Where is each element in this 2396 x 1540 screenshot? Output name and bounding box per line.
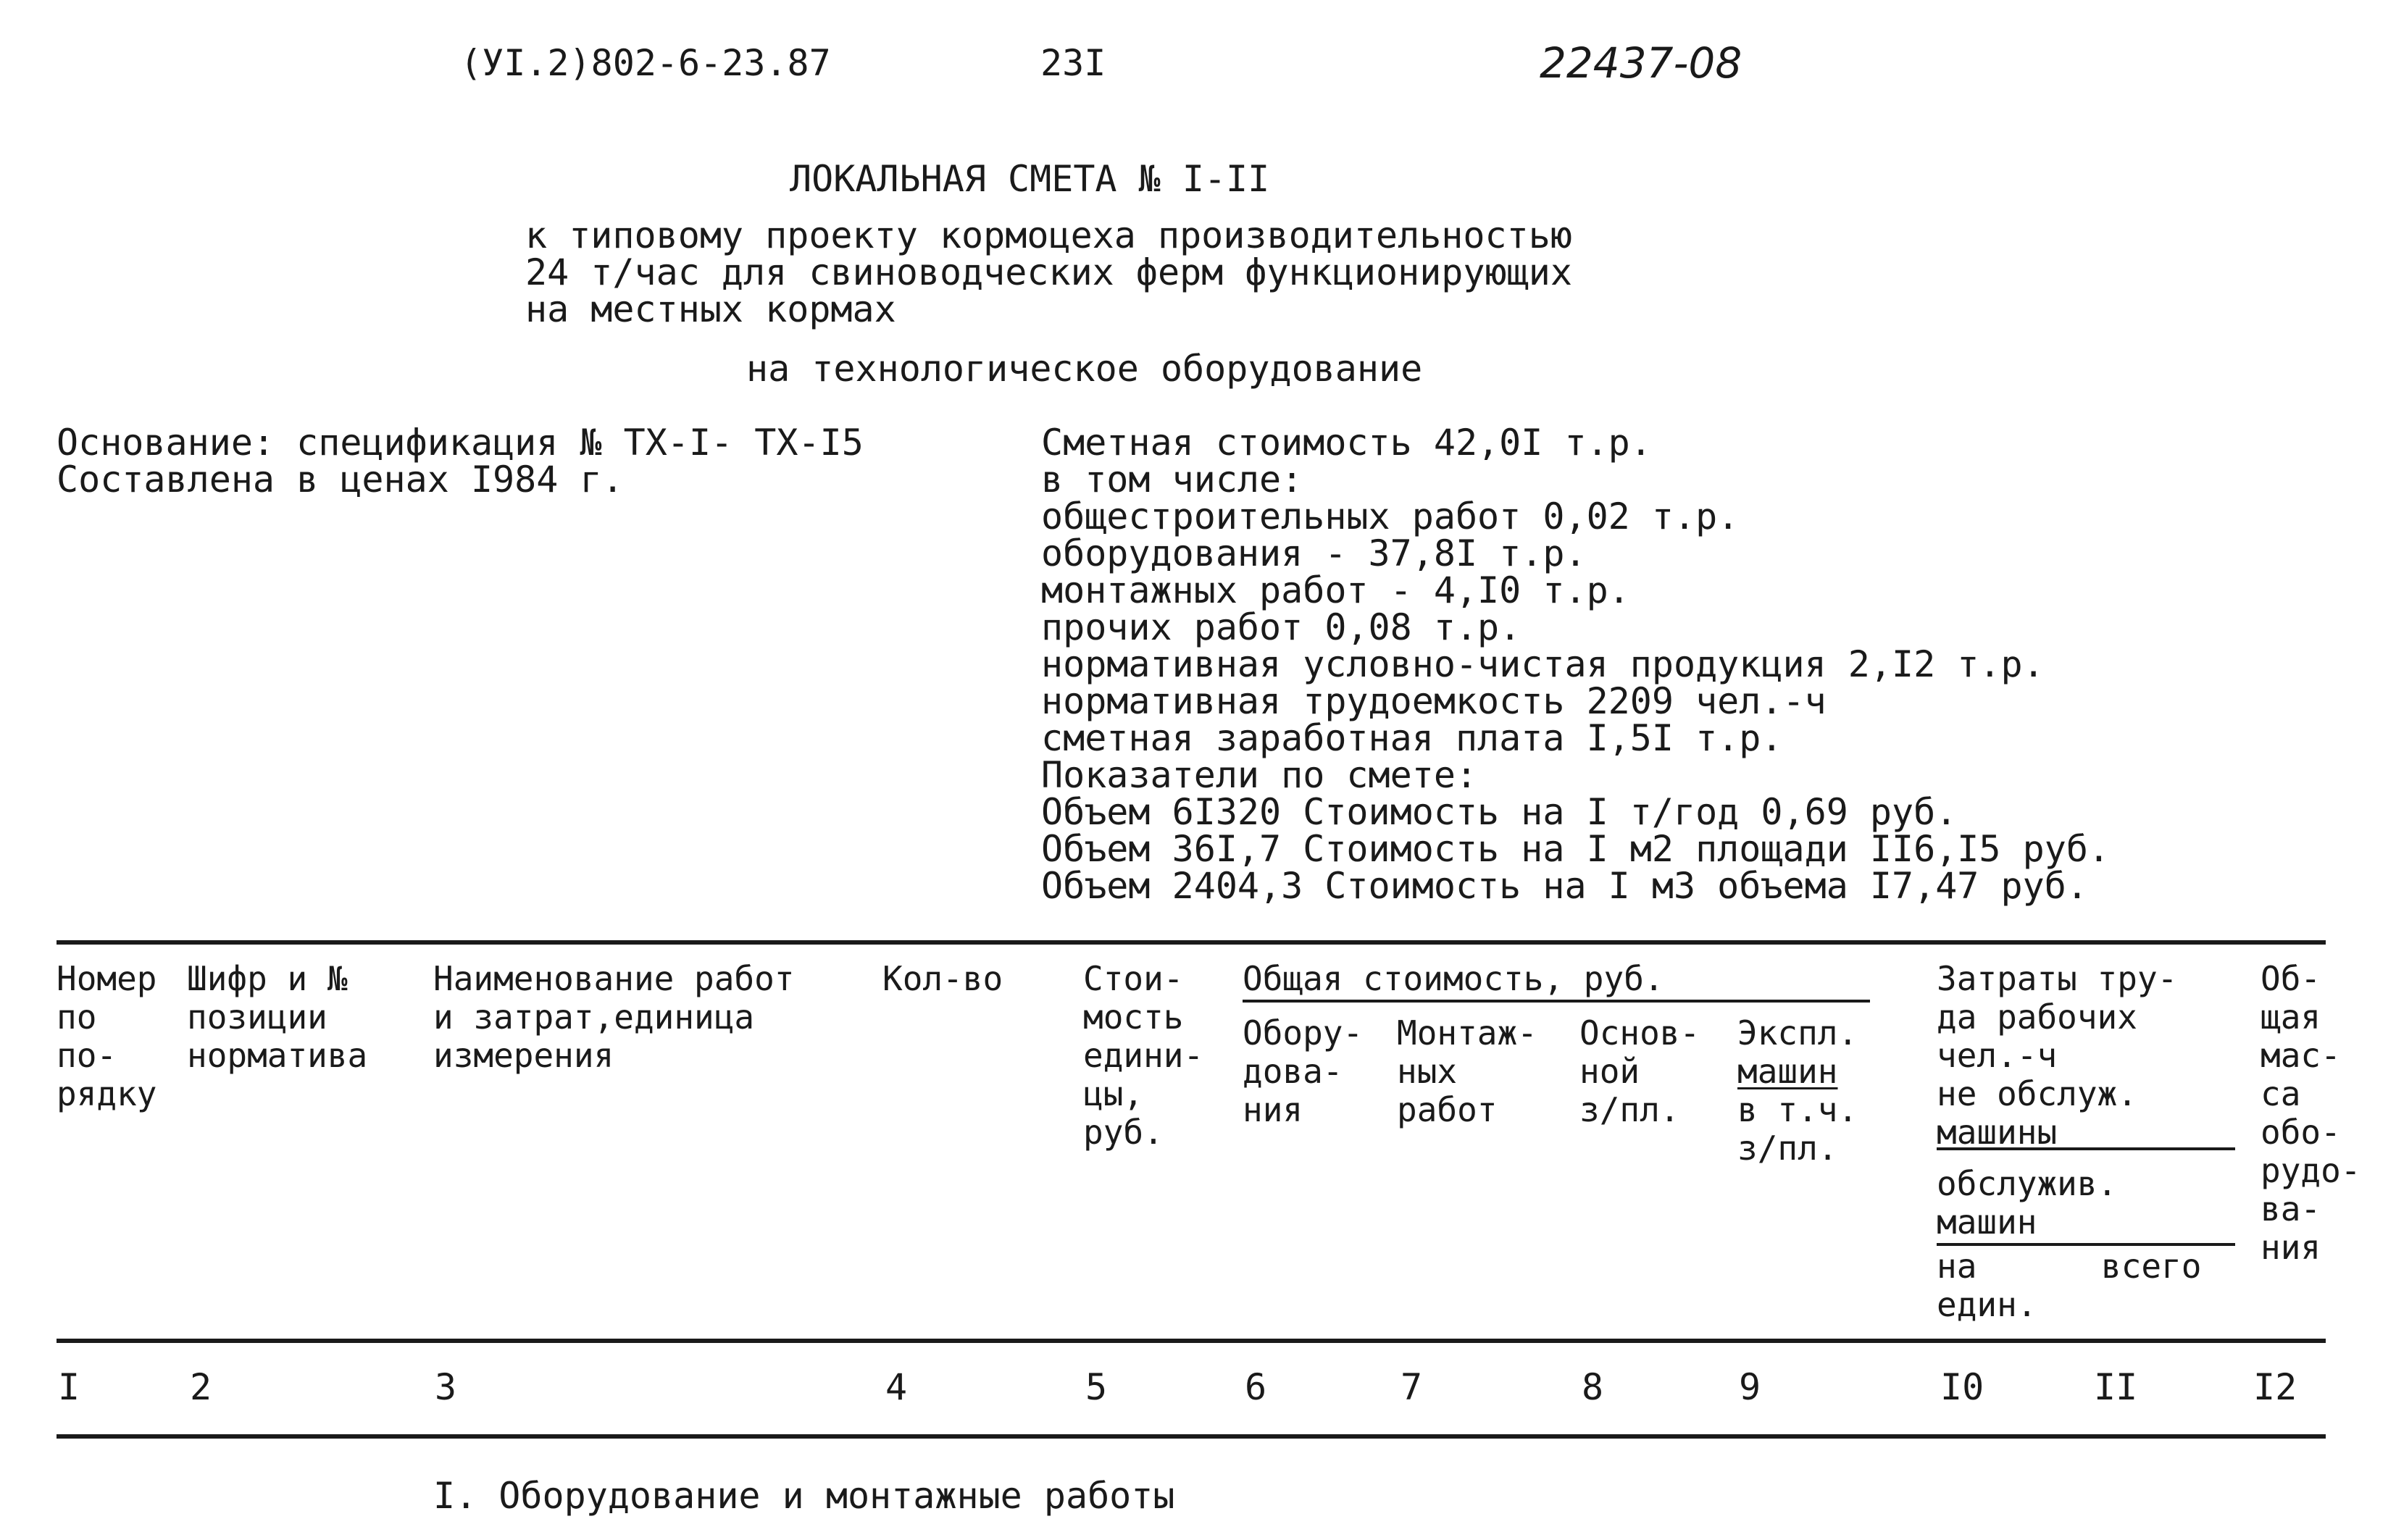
header-labor-per-unit: на един. bbox=[1937, 1247, 2037, 1324]
column-number: 2 bbox=[190, 1366, 212, 1408]
title-line: к типовому проекту кормоцеха производительностью bbox=[525, 214, 1572, 256]
header-labor-costs: Затраты тру- да рабочих чел.-ч не обслуж. машины bbox=[1937, 959, 2178, 1152]
header-labor-serviced: обслужив. машин bbox=[1937, 1164, 2118, 1242]
cost-line: Объем 2404,3 Стоимость на I м3 объема I7,47 руб. bbox=[1041, 865, 2088, 907]
cost-line: Объем 6I320 Стоимость на I т/год 0,69 руб. bbox=[1041, 791, 1958, 833]
column-number: 8 bbox=[1582, 1366, 1604, 1408]
header-unit-cost: Стои- мость едини- цы, руб. bbox=[1083, 959, 1204, 1152]
total-cost-underline bbox=[1243, 1000, 1870, 1003]
handwritten-doc-number: 22437-08 bbox=[1540, 38, 1742, 88]
header-equipment: Обору- дова- ния bbox=[1243, 1013, 1364, 1129]
header-quantity: Кол-во bbox=[882, 959, 1003, 998]
column-numbers-rule bbox=[57, 1434, 2326, 1439]
column-number: I bbox=[58, 1366, 80, 1408]
cost-summary bbox=[1041, 424, 2110, 905]
header-norm-code: Шифр и № позиции норматива bbox=[187, 959, 368, 1075]
section-title: I. Оборудование и монтажные работы bbox=[433, 1475, 1175, 1517]
column-number: I0 bbox=[1940, 1366, 1984, 1408]
table-header-rule bbox=[57, 1339, 2326, 1343]
estimate-title: ЛОКАЛЬНАЯ СМЕТА № I-II bbox=[790, 158, 1270, 200]
header-labor-total: всего bbox=[2101, 1247, 2202, 1286]
cost-line: монтажных работ - 4,I0 т.р. bbox=[1041, 569, 1630, 611]
header-base-wage: Основ- ной з/пл. bbox=[1579, 1013, 1700, 1129]
column-number: II bbox=[2094, 1366, 2138, 1408]
cost-line: нормативная условно-чистая продукция 2,I2 т.р. bbox=[1041, 643, 2045, 685]
table-top-rule bbox=[57, 940, 2326, 945]
column-number: 6 bbox=[1245, 1366, 1267, 1408]
basis-line: Составлена в ценах I984 г. bbox=[57, 459, 624, 501]
cost-line: общестроительных работ 0,02 т.р. bbox=[1041, 495, 1740, 537]
column-number: 7 bbox=[1401, 1366, 1423, 1408]
header-total-cost: Общая стоимость, руб. bbox=[1243, 959, 1664, 998]
header-machine-operation: Экспл. машин в т.ч. з/пл. bbox=[1737, 1013, 1858, 1168]
column-number: 4 bbox=[885, 1366, 908, 1408]
cost-line: прочих работ 0,08 т.р. bbox=[1041, 606, 1521, 648]
header-work-name: Наименование работ и затрат,единица измерения bbox=[433, 959, 795, 1075]
cost-line: Объем 36I,7 Стоимость на I м2 площади II6,I5 руб. bbox=[1041, 828, 2111, 870]
cost-line: Показатели по смете: bbox=[1041, 754, 1478, 796]
cost-line: Сметная стоимость 42,0I т.р. bbox=[1041, 422, 1652, 464]
column-number: 9 bbox=[1739, 1366, 1761, 1408]
labor-sub-divider bbox=[1937, 1243, 2235, 1246]
header-row-number: Номер по по- рядку bbox=[57, 959, 157, 1113]
title-line: 24 т/час для свиноводческих ферм функционирующих bbox=[525, 251, 1572, 293]
cost-line: оборудования - 37,8I т.р. bbox=[1041, 532, 1587, 574]
header-equipment-mass: Об- щая мас- са обо- рудо- ва- ния bbox=[2261, 959, 2361, 1267]
basis-line: Основание: спецификация № ТХ-I- ТХ-I5 bbox=[57, 422, 864, 464]
cost-line: нормативная трудоемкость 2209 чел.-ч bbox=[1041, 680, 1827, 722]
cost-line: сметная заработная плата I,5I т.р. bbox=[1041, 717, 1783, 759]
doc-code: (УI.2)802-6-23.87 bbox=[460, 42, 831, 84]
column-number: 5 bbox=[1085, 1366, 1108, 1408]
title-line: на местных кормах bbox=[525, 288, 896, 330]
cost-line: в том числе: bbox=[1041, 459, 1303, 501]
basis-block bbox=[57, 422, 864, 501]
title-description bbox=[525, 214, 1572, 330]
column-number: I2 bbox=[2253, 1366, 2297, 1408]
page-number: 23I bbox=[1040, 42, 1106, 84]
header-installation: Монтаж- ных работ bbox=[1397, 1013, 1537, 1129]
estimate-subject: на технологическое оборудование bbox=[746, 348, 1423, 390]
column-number: 3 bbox=[435, 1366, 457, 1408]
